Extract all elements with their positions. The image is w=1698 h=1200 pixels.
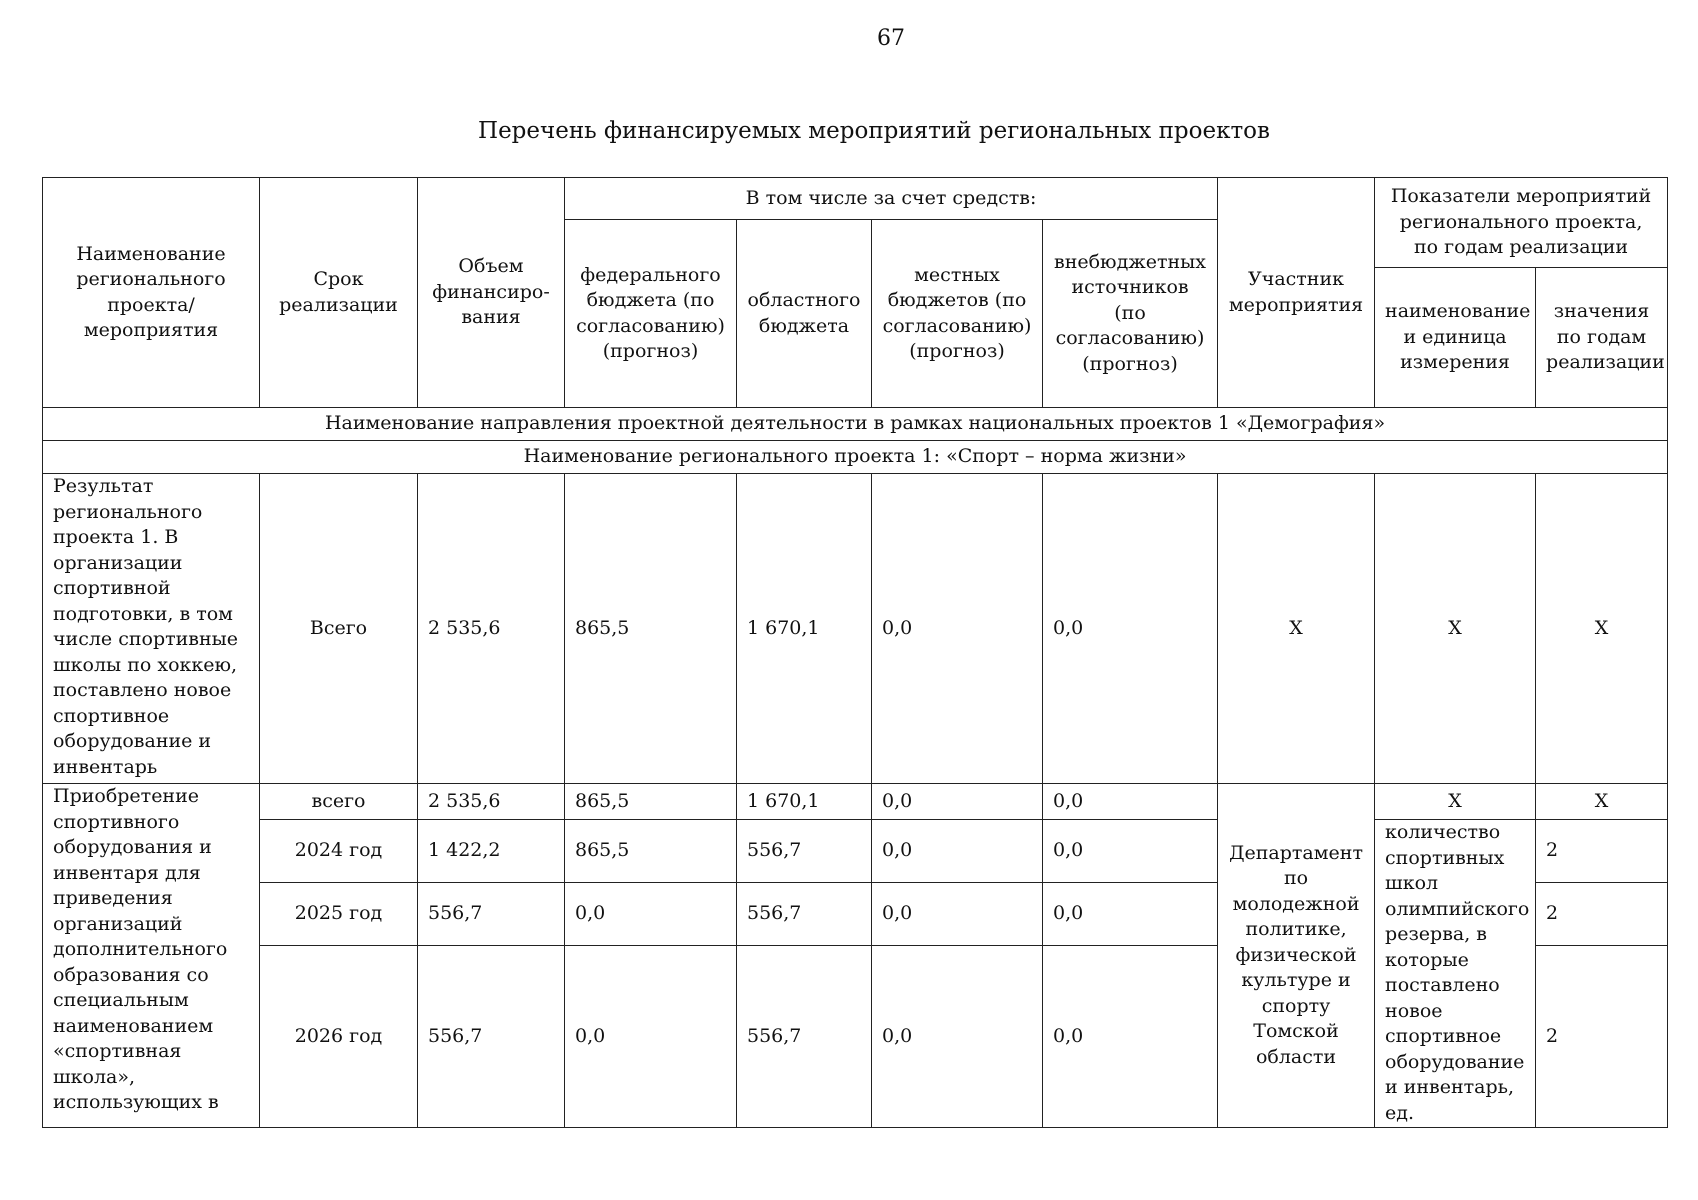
header-including: В том числе за счет средств:	[565, 178, 1218, 220]
result-regional: 1 670,1	[737, 474, 872, 784]
page-number: 67	[877, 26, 905, 51]
year-volume: 1 422,2	[418, 820, 565, 883]
header-participant: Участник мероприятия	[1218, 178, 1375, 408]
header-local: местных бюджетов (по согласованию) (прогноз)	[872, 220, 1043, 408]
activity-indicator-name: количество спортивных школ олимпийского резерва, в которые поставлено новое спортивное оборудование и инвентарь, ед.	[1375, 820, 1536, 1128]
activity-total-indicator-values: Х	[1536, 784, 1668, 820]
year-regional: 556,7	[737, 820, 872, 883]
activity-total-extra: 0,0	[1043, 784, 1218, 820]
result-name: Результат регионального проекта 1. В организации спортивной подготовки, в том числе спортивные школы по хоккею, поставлено новое спортивное оборудование и инвентарь	[43, 474, 260, 784]
activity-total-term: всего	[260, 784, 418, 820]
year-local: 0,0	[872, 883, 1043, 946]
activity-total-volume: 2 535,6	[418, 784, 565, 820]
header-name: Наименование регионального проекта/ мероприятия	[43, 178, 260, 408]
result-row	[43, 474, 1668, 784]
activity-total-federal: 865,5	[565, 784, 737, 820]
projects-table	[42, 177, 1668, 1128]
activity-total-row	[43, 784, 1668, 820]
activity-total-regional: 1 670,1	[737, 784, 872, 820]
year-term: 2024 год	[260, 820, 418, 883]
activity-total-local: 0,0	[872, 784, 1043, 820]
header-indicators: Показатели мероприятий регионального проекта, по годам реализации	[1375, 178, 1668, 268]
year-extra: 0,0	[1043, 946, 1218, 1128]
year-local: 0,0	[872, 820, 1043, 883]
year-local: 0,0	[872, 946, 1043, 1128]
year-volume: 556,7	[418, 946, 565, 1128]
year-volume: 556,7	[418, 883, 565, 946]
year-regional: 556,7	[737, 883, 872, 946]
year-term: 2025 год	[260, 883, 418, 946]
year-extra: 0,0	[1043, 820, 1218, 883]
year-extra: 0,0	[1043, 883, 1218, 946]
header-volume: Объем финансиро-вания	[418, 178, 565, 408]
result-volume: 2 535,6	[418, 474, 565, 784]
header-indicator-name: наименование и единица измерения	[1375, 268, 1536, 408]
result-indicator-values: Х	[1536, 474, 1668, 784]
project-row	[43, 441, 1668, 474]
result-indicator-name: Х	[1375, 474, 1536, 784]
result-local: 0,0	[872, 474, 1043, 784]
activity-year-row-2024	[43, 820, 1668, 883]
header-regional: областного бюджета	[737, 220, 872, 408]
result-participant: Х	[1218, 474, 1375, 784]
result-federal: 865,5	[565, 474, 737, 784]
year-federal: 0,0	[565, 946, 737, 1128]
direction-title: Наименование направления проектной деятельности в рамках национальных проектов 1 «Демография»	[43, 408, 1668, 441]
activity-participant: Департамент по молодежной политике, физической культуре и спорту Томской области	[1218, 784, 1375, 1128]
year-indicator-value: 2	[1536, 820, 1668, 883]
result-term: Всего	[260, 474, 418, 784]
year-indicator-value: 2	[1536, 946, 1668, 1128]
year-federal: 865,5	[565, 820, 737, 883]
header-federal: федерального бюджета (по согласованию) (прогноз)	[565, 220, 737, 408]
activity-total-indicator-name: Х	[1375, 784, 1536, 820]
activity-name: Приобретение спортивного оборудования и инвентаря для приведения организаций дополнительного образования со специальным наименованием «спортивная школа», использующих в	[43, 784, 260, 1128]
year-federal: 0,0	[565, 883, 737, 946]
document-title: Перечень финансируемых мероприятий региональных проектов	[478, 118, 1270, 144]
result-extra: 0,0	[1043, 474, 1218, 784]
project-title: Наименование регионального проекта 1: «Спорт – норма жизни»	[43, 441, 1668, 474]
header-indicator-values: значения по годам реализации	[1536, 268, 1668, 408]
year-term: 2026 год	[260, 946, 418, 1128]
direction-row	[43, 408, 1668, 441]
header-extra: внебюджетных источников (по согласованию) (прогноз)	[1043, 220, 1218, 408]
header-term: Срок реализации	[260, 178, 418, 408]
header-row-1	[43, 178, 1668, 220]
year-indicator-value: 2	[1536, 883, 1668, 946]
year-regional: 556,7	[737, 946, 872, 1128]
